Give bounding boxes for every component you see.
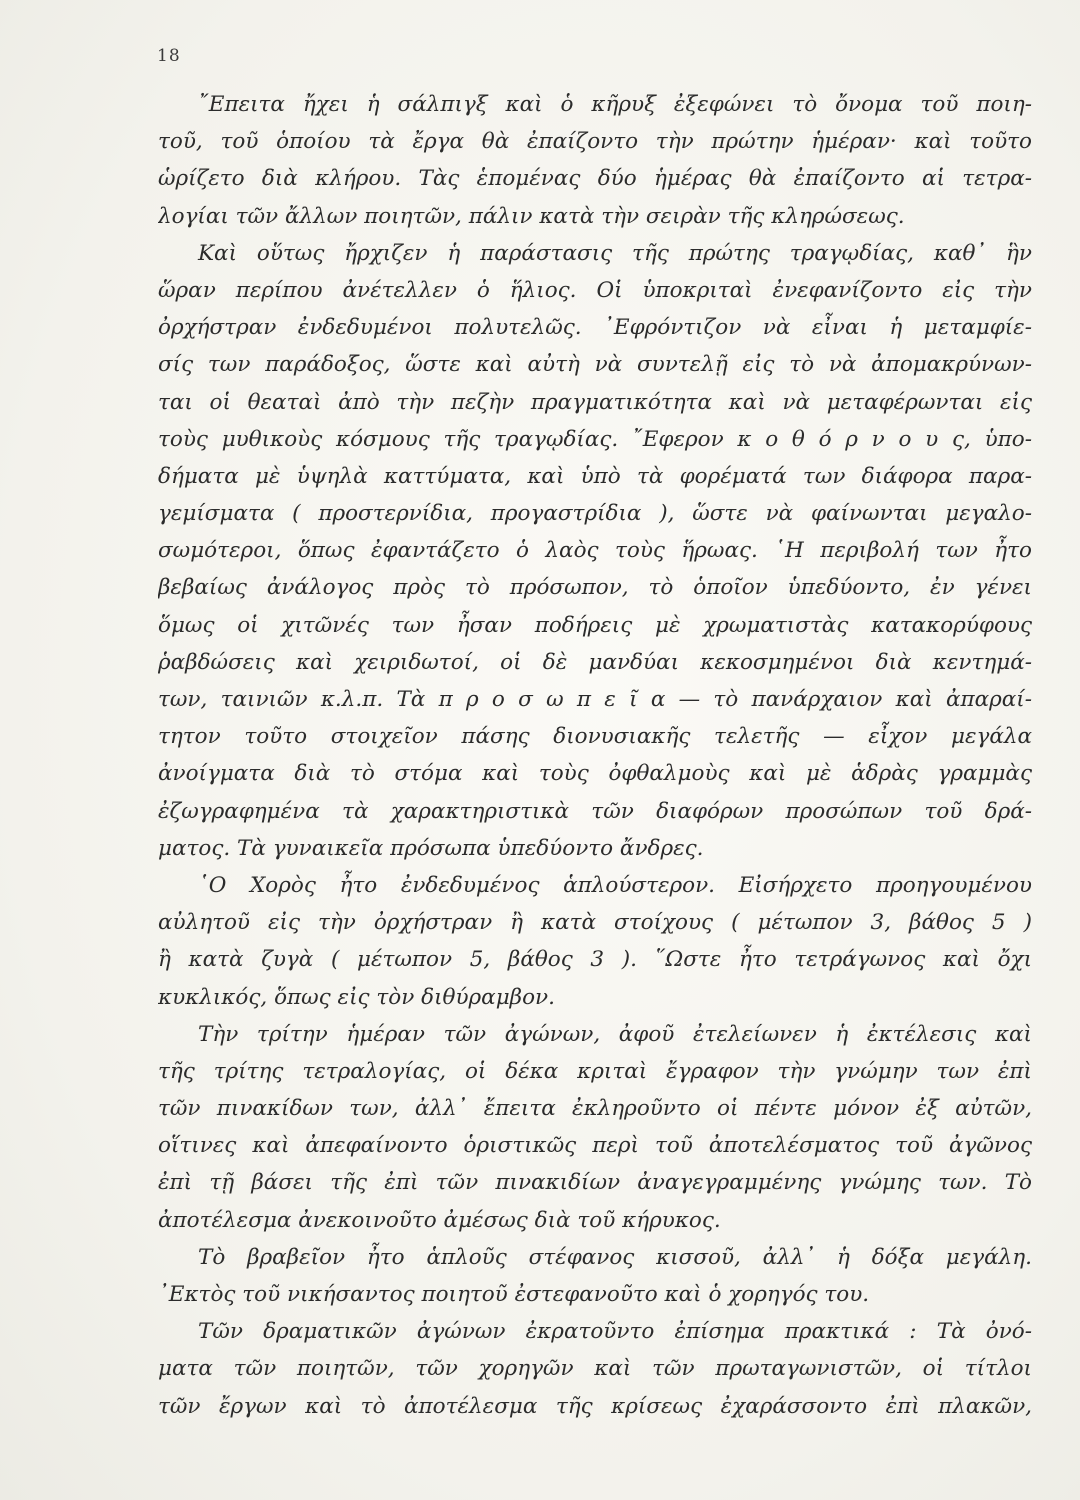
body-text	[158, 86, 1032, 1425]
text-line: ὡρίζετο διὰ κλήρου. Τὰς ἑπομένας δύο ἡμέρας θὰ ἐπαίζοντο αἱ τετρα-	[158, 166, 1032, 192]
page-number: 18	[157, 46, 181, 66]
text-line: δήματα μὲ ὑψηλὰ καττύματα, καὶ ὑπὸ τὰ φορέματά των διάφορα παρα-	[158, 463, 1032, 489]
text-line: γεμίσματα ( προστερνίδια, προγαστρίδια ), ὥστε νὰ φαίνωνται μεγαλο-	[158, 501, 1032, 527]
text-line: οἵτινες καὶ ἀπεφαίνοντο ὁριστικῶς περὶ τοῦ ἀποτελέσματος τοῦ ἀγῶνος	[158, 1133, 1032, 1159]
text-line: ματος. Τὰ γυναικεῖα πρόσωπα ὑπεδύοντο ἄνδρες.	[158, 835, 704, 861]
text-line: ὥραν περίπου ἀνέτελλεν ὁ ἥλιος. Οἱ ὑποκριταὶ ἐνεφανίζοντο εἰς τὴν	[158, 277, 1032, 303]
text-line: ἀνοίγματα διὰ τὸ στόμα καὶ τοὺς ὀφθαλμοὺς καὶ μὲ ἁδρὰς γραμμὰς	[158, 761, 1032, 787]
text-line: αὐλητοῦ εἰς τὴν ὀρχήστραν ἢ κατὰ στοίχους ( μέτωπον 3, βάθος 5 )	[158, 910, 1032, 936]
text-line: τῶν ἔργων καὶ τὸ ἀποτέλεσμα τῆς κρίσεως ἐχαράσσοντο ἐπὶ πλακῶν,	[158, 1393, 1032, 1419]
text-line: ῎Επειτα ἤχει ἡ σάλπιγξ καὶ ὁ κῆρυξ ἐξεφώνει τὸ ὄνομα τοῦ ποιη-	[198, 92, 1032, 117]
text-line: ῾Ο Χορὸς ἦτο ἐνδεδυμένος ἁπλούστερον. Εἰσήρχετο προηγουμένου	[198, 872, 1032, 898]
text-line: ται οἱ θεαταὶ ἀπὸ τὴν πεζὴν πραγματικότητα καὶ νὰ μεταφέρωνται εἰς	[158, 389, 1032, 415]
text-line: τοὺς μυθικοὺς κόσμους τῆς τραγῳδίας. ῎Εφερον κ ο θ ό ρ ν ο υ ς, ὑπο-	[158, 426, 1032, 452]
text-line: των, ταινιῶν κ.λ.π. Τὰ π ρ ο σ ω π ε ῖ α — τὸ πανάρχαιον καὶ ἀπαραί-	[158, 687, 1032, 712]
text-line: Τῶν δραματικῶν ἀγώνων ἐκρατοῦντο ἐπίσημα πρακτικά : Τὰ ὀνό-	[198, 1319, 1032, 1345]
text-line: τῶν πινακίδων των, ἀλλ᾽ ἔπειτα ἐκληροῦντο οἱ πέντε μόνον ἐξ αὐτῶν,	[158, 1096, 1032, 1122]
text-line: τῆς τρίτης τετραλογίας, οἱ δέκα κριταὶ ἔγραφον τὴν γνώμην των ἐπὶ	[158, 1058, 1032, 1084]
text-line: ἀποτέλεσμα ἀνεκοινοῦτο ἀμέσως διὰ τοῦ κήρυκος.	[158, 1207, 721, 1233]
text-line: βεβαίως ἀνάλογος πρὸς τὸ πρόσωπον, τὸ ὁποῖον ὑπεδύοντο, ἐν γένει	[158, 575, 1032, 601]
text-line: ματα τῶν ποιητῶν, τῶν χορηγῶν καὶ τῶν πρωταγωνιστῶν, οἱ τίτλοι	[158, 1356, 1032, 1382]
text-line: ἐπὶ τῇ βάσει τῆς ἐπὶ τῶν πινακιδίων ἀναγεγραμμένης γνώμης των. Τὸ	[158, 1170, 1032, 1196]
text-line: λογίαι τῶν ἄλλων ποιητῶν, πάλιν κατὰ τὴν σειρὰν τῆς κληρώσεως.	[158, 203, 905, 229]
text-line: Καὶ οὕτως ἤρχιζεν ἡ παράστασις τῆς πρώτης τραγῳδίας, καθ᾽ ἣν	[198, 240, 1032, 266]
text-line: ὀρχήστραν ἐνδεδυμένοι πολυτελῶς. ᾽Εφρόντιζον νὰ εἶναι ἡ μεταμφίε-	[158, 315, 1032, 341]
text-line: τητον τοῦτο στοιχεῖον πάσης διονυσιακῆς τελετῆς — εἶχον μεγάλα	[158, 724, 1032, 750]
text-line: Τὴν τρίτην ἡμέραν τῶν ἀγώνων, ἀφοῦ ἐτελείωνεν ἡ ἐκτέλεσις καὶ	[198, 1021, 1032, 1047]
text-line: ἐζωγραφημένα τὰ χαρακτηριστικὰ τῶν διαφόρων προσώπων τοῦ δρά-	[158, 798, 1032, 824]
text-line: ὅμως οἱ χιτῶνές των ἦσαν ποδήρεις μὲ χρωματιστὰς κατακορύφους	[158, 612, 1032, 638]
text-line: Τὸ βραβεῖον ἦτο ἁπλοῦς στέφανος κισσοῦ, ἀλλ᾽ ἡ δόξα μεγάλη.	[198, 1244, 1032, 1270]
text-line: σίς των παράδοξος, ὥστε καὶ αὐτὴ νὰ συντελῇ εἰς τὸ νὰ ἀπομακρύνων-	[158, 352, 1032, 378]
text-line: ῥαβδώσεις καὶ χειριδωτοί, οἱ δὲ μανδύαι κεκοσμημένοι διὰ κεντημά-	[158, 649, 1032, 675]
text-line: τοῦ, τοῦ ὁποίου τὰ ἔργα θὰ ἐπαίζοντο τὴν πρώτην ἡμέραν· καὶ τοῦτο	[158, 129, 1032, 155]
text-line: ἢ κατὰ ζυγὰ ( μέτωπον 5, βάθος 3 ). ῞Ωστε ἦτο τετράγωνος καὶ ὄχι	[158, 947, 1032, 973]
text-line: κυκλικός, ὅπως εἰς τὸν διθύραμβον.	[158, 984, 555, 1010]
text-line: σωμότεροι, ὅπως ἐφαντάζετο ὁ λαὸς τοὺς ἥρωας. ῾Η περιβολή των ἦτο	[158, 538, 1032, 564]
text-line: ᾽Εκτὸς τοῦ νικήσαντος ποιητοῦ ἐστεφανοῦτο καὶ ὁ χορηγός του.	[158, 1282, 870, 1307]
